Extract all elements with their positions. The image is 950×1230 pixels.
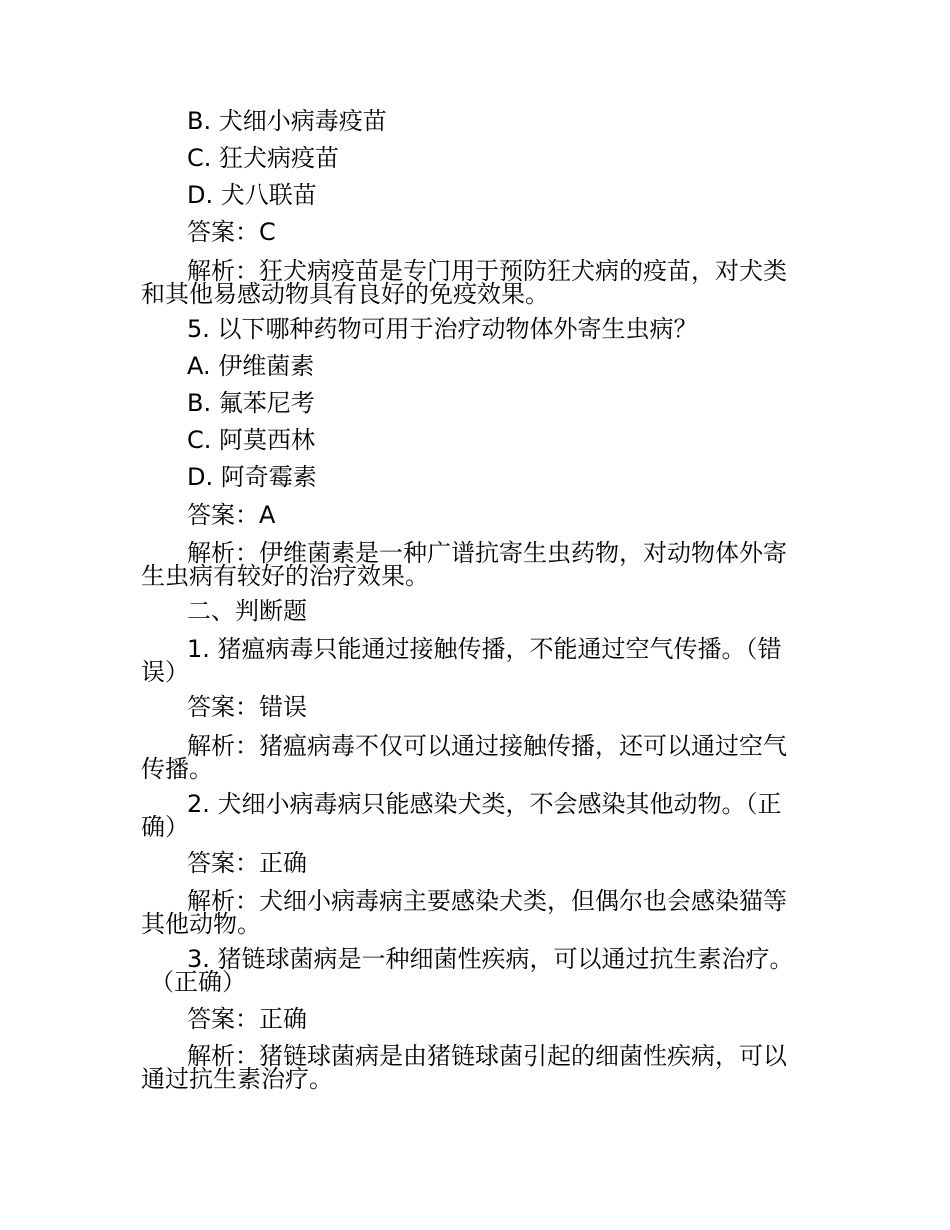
option-b-q5: B. 氟苯尼考 bbox=[187, 389, 315, 417]
analysis-q5-line2: 生虫病有较好的治疗效果。 bbox=[141, 562, 429, 590]
tf-analysis-2-line2: 其他动物。 bbox=[141, 910, 261, 938]
option-d-q5: D. 阿奇霉素 bbox=[187, 463, 317, 491]
option-c-q4: C. 狂犬病疫苗 bbox=[187, 144, 340, 172]
tf-question-1-line1: 1. 猪瘟病毒只能通过接触传播，不能通过空气传播。（错 bbox=[187, 635, 782, 663]
tf-question-2-line2: 确） bbox=[141, 813, 189, 841]
tf-analysis-1-line2: 传播。 bbox=[141, 755, 213, 783]
option-d-q4: D. 犬八联苗 bbox=[187, 181, 317, 209]
analysis-q4-line2: 和其他易感动物具有良好的免疫效果。 bbox=[141, 280, 549, 308]
analysis-q5-line1: 解析：伊维菌素是一种广谱抗寄生虫药物，对动物体外寄 bbox=[187, 539, 787, 567]
tf-question-3-line1: 3. 猪链球菌病是一种细菌性疾病，可以通过抗生素治疗。 bbox=[187, 945, 794, 973]
option-b-q4: B. 犬细小病毒疫苗 bbox=[187, 107, 387, 135]
option-a-q5: A. 伊维菌素 bbox=[187, 352, 315, 380]
tf-answer-3: 答案：正确 bbox=[187, 1005, 307, 1033]
tf-question-2-line1: 2. 犬细小病毒病只能感染犬类，不会感染其他动物。（正 bbox=[187, 790, 782, 818]
answer-q5: 答案：A bbox=[187, 501, 276, 529]
tf-question-3-line2: （正确） bbox=[150, 968, 246, 996]
tf-answer-1: 答案：错误 bbox=[187, 693, 307, 721]
tf-analysis-2-line1: 解析：犬细小病毒病主要感染犬类，但偶尔也会感染猫等 bbox=[187, 887, 787, 915]
option-c-q5: C. 阿莫西林 bbox=[187, 426, 316, 454]
tf-answer-2: 答案：正确 bbox=[187, 849, 307, 877]
tf-analysis-1-line1: 解析：猪瘟病毒不仅可以通过接触传播，还可以通过空气 bbox=[187, 732, 787, 760]
section-heading-true-false: 二、判断题 bbox=[187, 597, 307, 625]
tf-question-1-line2: 误） bbox=[141, 658, 189, 686]
analysis-q4-line1: 解析：狂犬病疫苗是专门用于预防狂犬病的疫苗，对犬类 bbox=[187, 257, 787, 285]
answer-q4: 答案：C bbox=[187, 218, 276, 246]
question-5: 5. 以下哪种药物可用于治疗动物体外寄生虫病？ bbox=[187, 315, 698, 343]
tf-analysis-3-line2: 通过抗生素治疗。 bbox=[141, 1065, 333, 1093]
tf-analysis-3-line1: 解析：猪链球菌病是由猪链球菌引起的细菌性疾病，可以 bbox=[187, 1042, 787, 1070]
